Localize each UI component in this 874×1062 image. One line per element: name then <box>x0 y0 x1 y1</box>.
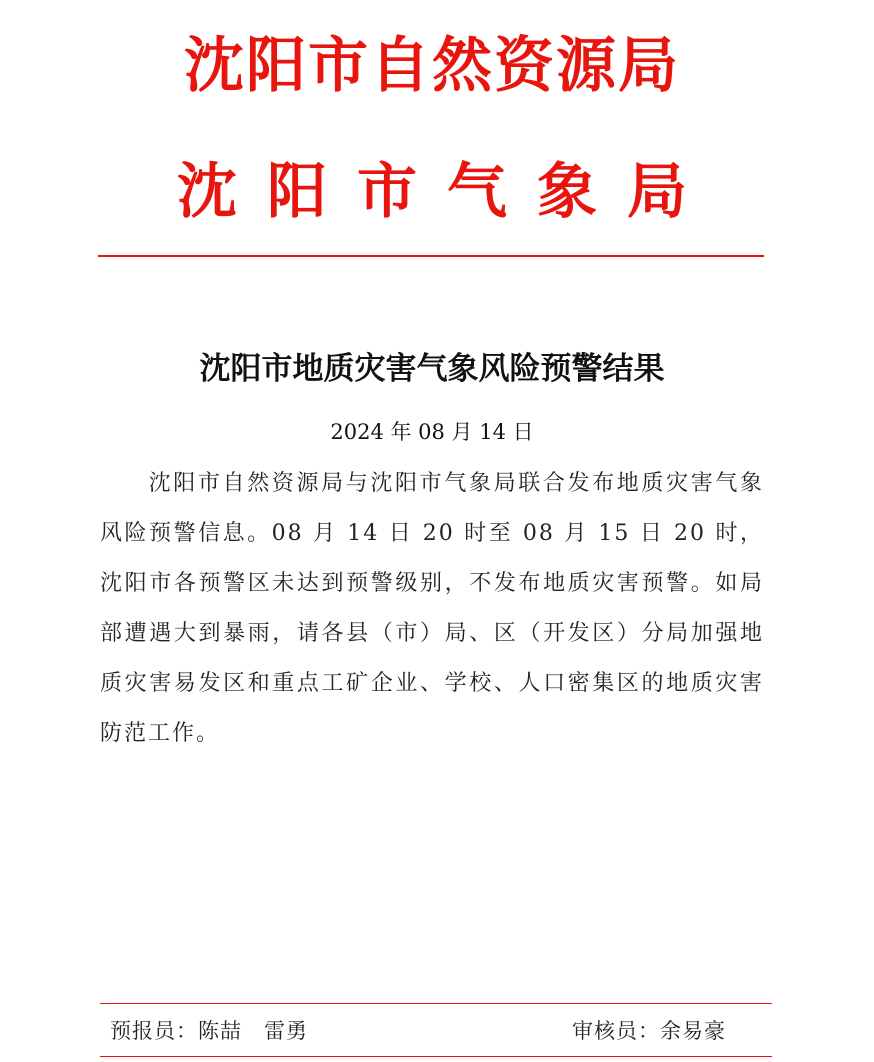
forecaster-label: 预报员： <box>110 1019 198 1043</box>
forecaster-names: 陈喆 雷勇 <box>198 1019 308 1043</box>
forecaster-line <box>110 1014 308 1048</box>
reviewer-label: 审核员： <box>572 1019 660 1043</box>
body-text: 沈阳市自然资源局与沈阳市气象局联合发布地质灾害气象风险预警信息。08 月 14 日 20 时至 08 月 15 日 20 时，沈阳市各预警区未达到预警级别，不发布地质灾害预警。如局部遭遇大到暴雨，请各县（市）局、区（开发区）分局加强地质灾害易发区和重点工矿企业、学校、人口密集区的地质灾害防范工作。 <box>100 471 764 746</box>
document-body <box>100 459 764 759</box>
document-date: 2024 年 08 月 14 日 <box>330 420 534 444</box>
footer-divider-top <box>100 1003 772 1004</box>
footer-divider-bottom <box>100 1056 772 1057</box>
reviewer-line <box>572 1014 726 1048</box>
header-divider <box>98 255 764 257</box>
document-title: 沈阳市地质灾害气象风险预警结果 <box>199 351 665 387</box>
issuer-name-meteorology: 沈阳市气象局 <box>177 157 717 227</box>
reviewer-name: 余易豪 <box>660 1019 726 1043</box>
issuer-name-natural-resources: 沈阳市自然资源局 <box>184 31 680 101</box>
